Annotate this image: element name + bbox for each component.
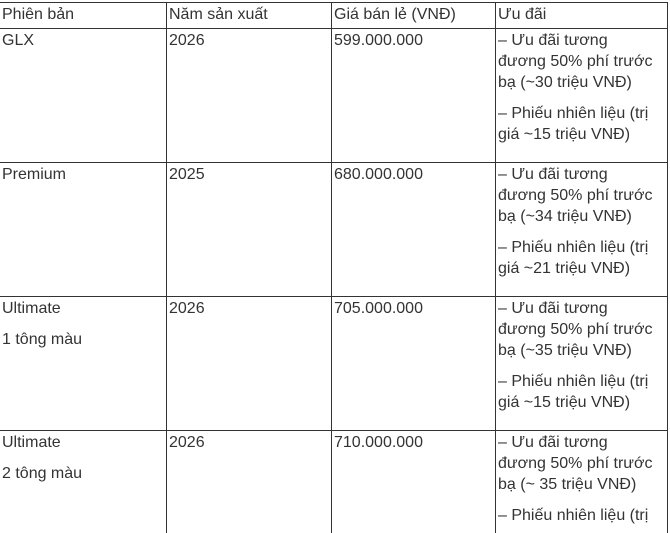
year-cell: 2026 xyxy=(167,297,332,431)
version-name: GLX xyxy=(2,32,35,49)
column-header-price: Giá bán lẻ (VNĐ) xyxy=(332,3,496,29)
promo-line: đương 50% phí trước xyxy=(498,53,653,70)
version-cell xyxy=(0,29,167,163)
promotions-cell xyxy=(496,29,668,163)
column-header-version: Phiên bản xyxy=(0,3,167,29)
promo-line: đương 50% phí trước xyxy=(498,455,653,472)
price-cell: 680.000.000 xyxy=(332,163,496,297)
promo-line: – Phiếu nhiên liệu (trị xyxy=(498,507,649,524)
promo-line: bạ (~ 35 triệu VNĐ) xyxy=(498,476,637,493)
promo-line: bạ (~34 triệu VNĐ) xyxy=(498,208,632,225)
price-cell: 710.000.000 xyxy=(332,431,496,533)
promo-paragraph xyxy=(498,30,665,93)
promo-line: – Ưu đãi tương xyxy=(498,434,608,451)
version-name: Premium xyxy=(2,166,67,183)
promo-line: đương 50% phí trước xyxy=(498,187,653,204)
table-row xyxy=(0,431,668,533)
promo-line: – Ưu đãi tương xyxy=(498,300,608,317)
price-cell: 705.000.000 xyxy=(332,297,496,431)
promo-line: – Ưu đãi tương xyxy=(498,166,608,183)
promo-line: bạ (~30 triệu VNĐ) xyxy=(498,74,632,91)
version-cell xyxy=(0,163,167,297)
promo-paragraph xyxy=(498,164,665,227)
year-cell: 2026 xyxy=(167,29,332,163)
header-row xyxy=(0,3,668,29)
promo-paragraph xyxy=(498,237,665,279)
promotions-cell xyxy=(496,297,668,431)
promotions-cell xyxy=(496,163,668,297)
promo-line: bạ (~35 triệu VNĐ) xyxy=(498,342,632,359)
column-header-promotions: Ưu đãi xyxy=(496,3,668,29)
promo-line: – Phiếu nhiên liệu (trị xyxy=(498,239,649,256)
promo-paragraph xyxy=(498,103,665,145)
version-subtitle: 2 tông màu xyxy=(2,465,83,482)
promo-line: giá ~15 triệu VNĐ) xyxy=(498,394,631,411)
version-subtitle: 1 tông màu xyxy=(2,331,83,348)
table-row xyxy=(0,29,668,163)
version-cell xyxy=(0,431,167,533)
version-name: Ultimate xyxy=(2,300,61,317)
promo-paragraph xyxy=(498,298,665,361)
promo-line: – Phiếu nhiên liệu (trị xyxy=(498,373,649,390)
promo-line: đương 50% phí trước xyxy=(498,321,653,338)
table-row xyxy=(0,163,668,297)
year-cell: 2026 xyxy=(167,431,332,533)
promo-paragraph xyxy=(498,432,665,495)
promo-paragraph xyxy=(498,371,665,413)
promo-paragraph xyxy=(498,505,665,526)
promo-line: giá ~15 triệu VNĐ) xyxy=(498,126,631,143)
promo-line: – Phiếu nhiên liệu (trị xyxy=(498,105,649,122)
table-row xyxy=(0,297,668,431)
pricing-table xyxy=(0,2,668,533)
promo-line: – Ưu đãi tương xyxy=(498,32,608,49)
column-header-year: Năm sản xuất xyxy=(167,3,332,29)
promotions-cell xyxy=(496,431,668,533)
promo-line: giá ~21 triệu VNĐ) xyxy=(498,260,631,277)
year-cell: 2025 xyxy=(167,163,332,297)
price-cell: 599.000.000 xyxy=(332,29,496,163)
version-name: Ultimate xyxy=(2,434,61,451)
version-cell xyxy=(0,297,167,431)
